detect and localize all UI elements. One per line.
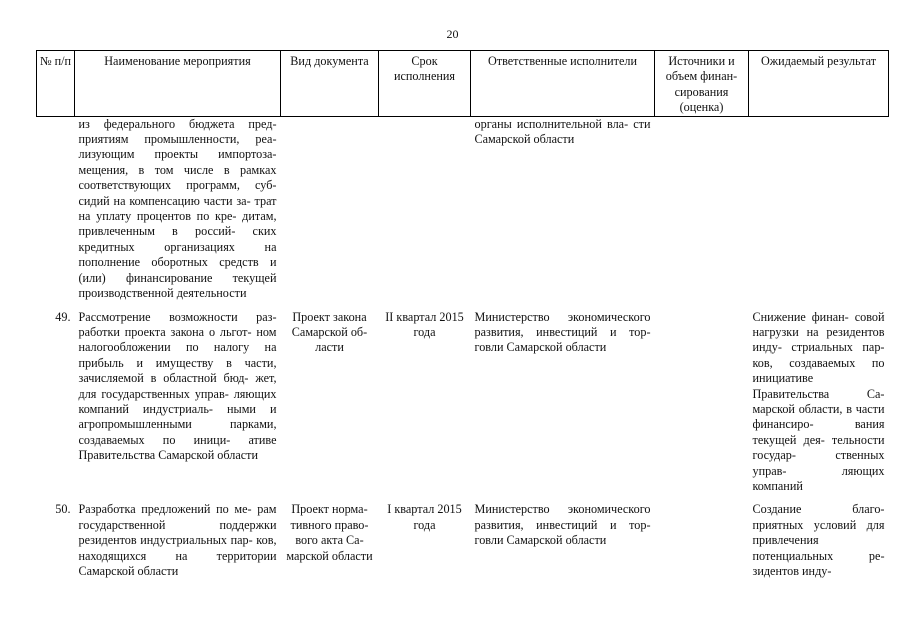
header-result: Ожидаемый результат bbox=[749, 51, 889, 117]
row-doc bbox=[281, 116, 379, 301]
page-number: 20 bbox=[446, 27, 459, 41]
header-doc-type: Вид документа bbox=[281, 51, 379, 117]
row-term bbox=[379, 116, 471, 301]
header-term: Срок исполнения bbox=[379, 51, 471, 117]
header-funding: Источники и объем финан- сирования (оценка) bbox=[655, 51, 749, 117]
row-doc: Проект закона Самарской об- ласти bbox=[291, 309, 368, 355]
header-executors: Ответственные исполнители bbox=[471, 51, 655, 117]
row-res: Снижение финан- совой нагрузки на резидентов инду- стриальных пар- ков, создаваемых по инициативе Правительства Са- марской области, в части финансиро- вания текущей дея- тельности государ- ственных управ- ляющих компаний bbox=[752, 309, 885, 493]
table-row bbox=[37, 116, 889, 301]
row-src bbox=[655, 116, 749, 301]
header-name: Наименование мероприятия bbox=[75, 51, 281, 117]
row-exec: Министерство экономического развития, инвестиций и тор- говли Самарской области bbox=[474, 309, 651, 355]
row-num bbox=[37, 116, 75, 301]
row-name: Рассмотрение возможности раз- работки проекта закона о льгот- ном налогообложении по налогу на прибыль и имуществу в части, зачисляемой в областной бюд- жет, для государственных управ- ляющих компаний индустриаль- ными и агропромышленными парками, создаваемых по иници- ативе Правительства Самарской области bbox=[78, 309, 277, 463]
row-res: Создание благо- приятных условий для привлечения потенциальных ре- зидентов инду- bbox=[752, 502, 885, 578]
row-num: 49. bbox=[55, 309, 71, 324]
row-term: I квартал 2015 года bbox=[387, 502, 462, 532]
table-row bbox=[37, 310, 889, 495]
action-plan-table bbox=[36, 50, 889, 579]
row-exec: органы исполнительной вла- сти Самарской области bbox=[474, 116, 651, 147]
row-name: Разработка предложений по ме- рам государственной поддержки резидентов индустриальных пар- ков, находящихся на территории Самарской области bbox=[78, 502, 277, 578]
table-header-row bbox=[37, 51, 889, 117]
row-name: из федерального бюджета пред- приятиям промышленности, реа- лизующим проекты импортоза- мещения, в том числе в рамках соответствующих программ, суб- сидий на компенсацию части за- трат на уплату процентов по кре- дитам, привлеченным в россий- ских кредитных организациях на пополнение оборотных средств и (или) финансирование текущей производственной деятельности bbox=[78, 116, 277, 301]
row-term: II квартал 2015 года bbox=[385, 309, 464, 339]
row-res bbox=[749, 116, 889, 301]
row-num: 50. bbox=[55, 502, 71, 517]
row-doc: Проект норма- тивного право- вого акта Са- марской области bbox=[286, 502, 373, 563]
row-src bbox=[655, 502, 749, 579]
table-row bbox=[37, 502, 889, 579]
row-src bbox=[655, 310, 749, 495]
row-exec: Министерство экономического развития, инвестиций и тор- говли Самарской области bbox=[474, 502, 651, 548]
header-num: № п/п bbox=[37, 51, 75, 117]
